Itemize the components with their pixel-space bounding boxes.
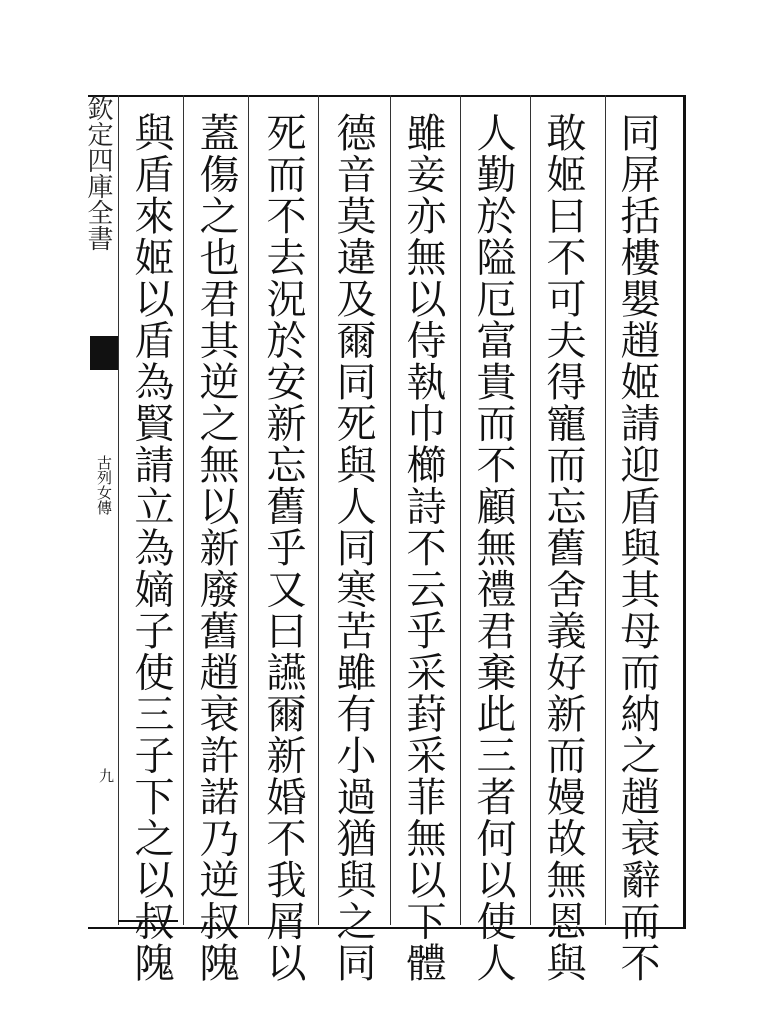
column-rule <box>390 95 391 925</box>
text-column-5: 德音莫違及爾同死與人同寒苦雖有小過猶與之同 <box>330 112 376 984</box>
text-column-2: 敢姬曰不可夫得寵而忘舊舍義好新而嫚故無恩與 <box>540 112 586 984</box>
text-column-3: 人勤於隘厄富貴而不顧無禮君棄此三者何以使人 <box>470 112 516 984</box>
column-rule <box>248 95 249 925</box>
column-rule <box>183 95 184 925</box>
page-frame <box>83 95 686 984</box>
text-column-1: 同屏括樓嬰趙姬請迎盾與其母而納之趙衰辭而不 <box>614 112 660 984</box>
margin-title: 欽定四庫全書 <box>83 95 113 251</box>
text-column-7: 蓋傷之也君其逆之無以新廢舊趙衰許諾乃逆叔隗 <box>193 112 239 984</box>
column-rule <box>460 95 461 925</box>
column-rule <box>605 95 606 925</box>
margin-page-number: 九 <box>97 768 115 783</box>
margin-section-title: 古列女傳 <box>95 455 113 515</box>
text-column-6: 死而不去況於安新忘舊乎又曰讌爾新婚不我屑以 <box>260 112 306 984</box>
text-column-4: 雖妾亦無以侍執巾櫛詩不云乎采葑采菲無以下體 <box>400 112 446 984</box>
bottom-rule <box>118 920 178 922</box>
column-rule <box>318 95 319 925</box>
fish-tail-mark <box>90 336 118 370</box>
text-column-8: 與盾來姬以盾為賢請立為嫡子使三子下之以叔隗 <box>128 112 174 984</box>
column-rule <box>118 95 119 925</box>
column-rule <box>530 95 531 925</box>
